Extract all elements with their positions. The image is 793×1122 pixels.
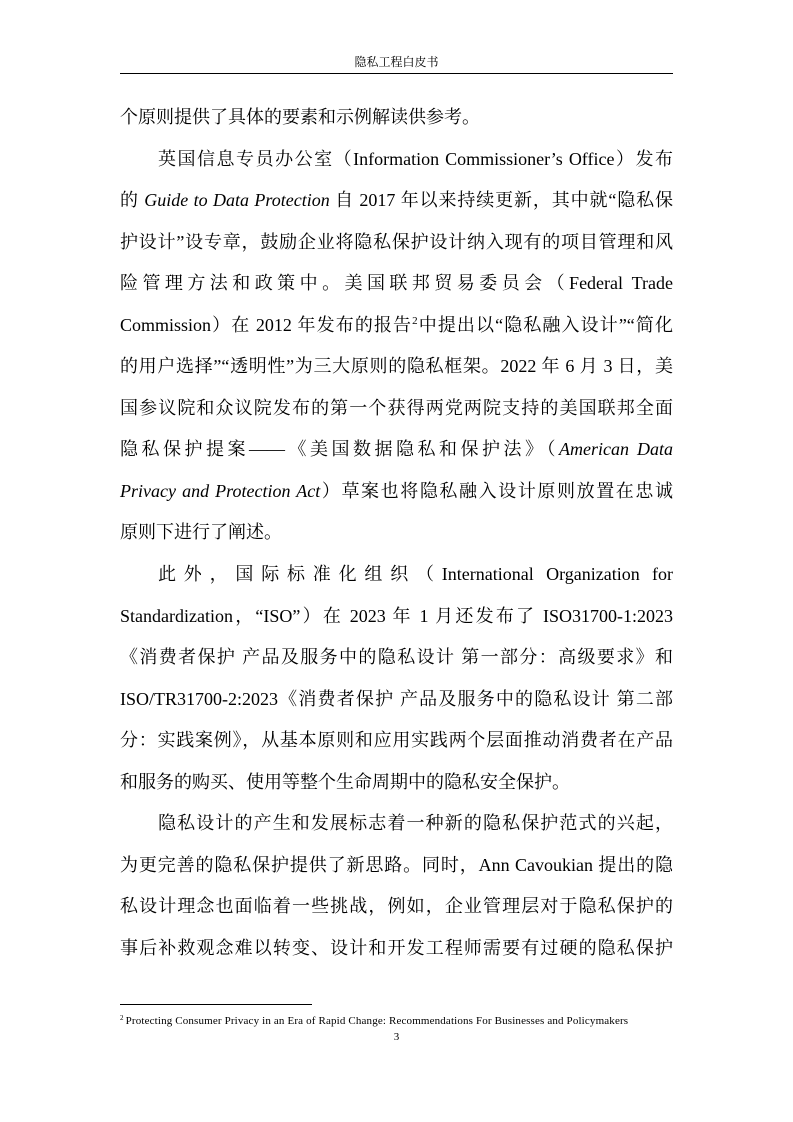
text-line: 隐私设计的产生和发展标志着一种新的隐私保护范式的兴起， [158, 813, 673, 834]
italic-title: American Data [559, 439, 673, 460]
text-line: 此外，国际标准化组织（International Organization for [158, 564, 673, 585]
text-line: 英国信息专员办公室（Information Commissioner’s Office）发布 [158, 148, 673, 169]
paragraph [120, 803, 673, 969]
text-line: 护设计”设专章，鼓励企业将隐私保护设计纳入现有的项目管理和风 [120, 231, 673, 252]
footnote-marker: 2 [120, 1014, 124, 1022]
text-line [120, 305, 673, 347]
text-run: ）草案也将隐私融入设计原则放置在忠诚 [320, 480, 674, 501]
text-line: ISO/TR31700-2:2023《消费者保护 产品及服务中的隐私设计 第二部 [120, 688, 673, 709]
running-header-title: 隐私工程白皮书 [354, 55, 439, 69]
text-line: Standardization，“ISO”）在 2023 年 1 月还发布了 ISO31700-1:2023 [120, 605, 673, 626]
page-number: 3 [393, 1031, 400, 1043]
italic-title: Guide to Data Protection [144, 190, 330, 211]
text-line [120, 180, 673, 222]
text-run: Commission）在 2012 年发布的报告 [120, 314, 413, 335]
text-line: 事后补救观念难以转变、设计和开发工程师需要有过硬的隐私保护 [120, 937, 673, 958]
text-run: 隐私保护提案——《美国数据隐私和保护法》（ [120, 439, 560, 460]
paragraph [120, 139, 673, 554]
text-line: 分：实践案例》，从基本原则和应用实践两个层面推动消费者在产品 [120, 730, 673, 751]
text-run: 中提出以“隐私融入设计”“简化 [417, 314, 673, 335]
footnote-text: Protecting Consumer Privacy in an Era of Rapid Change: Recommendations For Businesses and Policymakers [125, 1015, 629, 1027]
text-line: 私设计理念也面临着一些挑战，例如，企业管理层对于隐私保护的 [120, 896, 673, 917]
text-line [120, 471, 673, 513]
text-line: 国参议院和众议院发布的第一个获得两党两院支持的美国联邦全面 [120, 397, 673, 418]
text-line: 为更完善的隐私保护提供了新思路。同时，Ann Cavoukian 提出的隐 [120, 854, 673, 875]
text-line: 个原则提供了具体的要素和示例解读供参考。 [120, 107, 480, 127]
text-line: 和服务的购买、使用等整个生命周期中的隐私安全保护。 [120, 771, 570, 792]
paragraph [120, 554, 673, 803]
text-line: 《消费者保护 产品及服务中的隐私设计 第一部分：高级要求》和 [120, 647, 673, 668]
footnote-reference: 2 [412, 314, 418, 327]
text-run: 的 [120, 190, 145, 211]
header-rule [120, 73, 673, 74]
text-line: 险管理方法和政策中。美国联邦贸易委员会（Federal Trade [120, 273, 673, 294]
italic-title: Privacy and Protection Act [120, 480, 321, 501]
text-line: 的用户选择”“透明性”为三大原则的隐私框架。2022 年 6 月 3 日，美 [120, 356, 673, 377]
paragraph [120, 97, 673, 139]
text-run: 自 2017 年以来持续更新，其中就“隐私保 [329, 190, 673, 211]
text-line [120, 429, 673, 471]
text-line: 原则下进行了阐述。 [120, 522, 282, 543]
body-text [120, 97, 673, 969]
footnote [120, 1013, 680, 1029]
footnote-rule [120, 1004, 312, 1005]
